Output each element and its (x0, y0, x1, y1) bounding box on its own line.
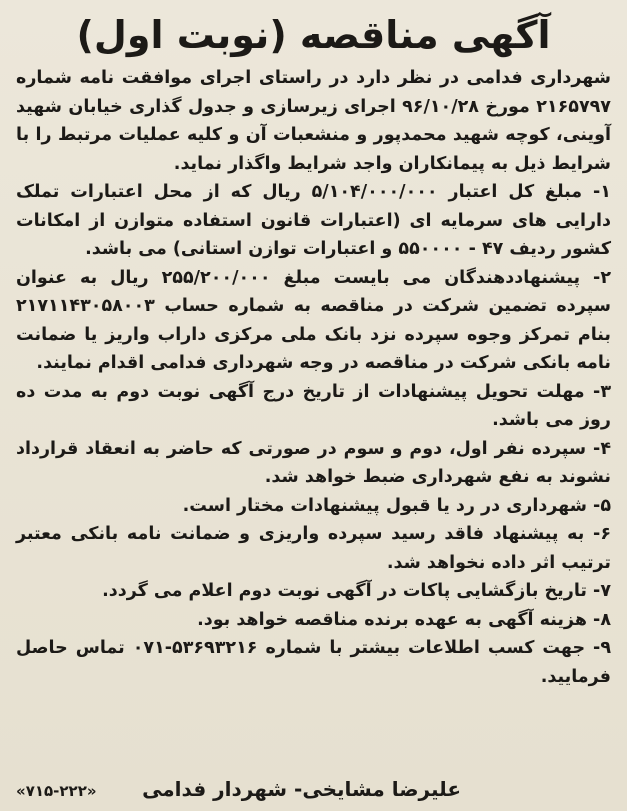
ad-code: «۷۱۵-۲۲۲» (16, 782, 97, 800)
notice-footer (16, 777, 611, 801)
notice-title: آگهی مناقصه (نوبت اول) (76, 13, 551, 57)
condition-item-2: ۲- پیشنهاددهندگان می بایست مبلغ ۲۵۵/۲۰۰/۰۰۰ ریال به عنوان سپرده تضمین شرکت در مناقصه به شماره حساب ۲۱۷۱۱۴۳۰۵۸۰۰۳ بنام تمرکز وجوه سپرده نزد بانک ملی مرکزی داراب واریز یا ضمانت نامه بانکی شرکت در مناقصه در وجه شهرداری فدامی اقدام نمایند. (16, 267, 611, 373)
condition-item-5: ۵- شهرداری در رد یا قبول پیشنهادات مختار است. (182, 495, 611, 516)
notice-intro: شهرداری فدامی در نظر دارد در راستای اجرای موافقت نامه شماره ۲۱۶۵۷۹۷ مورخ ۹۶/۱۰/۲۸ اجرای زیرسازی و جدول گذاری خیابان شهید آوینی، کوچه شهید محمدپور و منشعبات آن و کلیه عملیات مرتبط را با شرایط ذیل به پیمانکاران واجد شرایط واگذار نماید. (16, 68, 611, 174)
condition-item-1: ۱- مبلغ کل اعتبار ۵/۱۰۴/۰۰۰/۰۰۰ ریال که از محل اعتبارات تملک دارایی های سرمایه ای (اعتبارات قانون استفاده متوازن از امکانات کشور ردیف ۴۷ - ۵۵۰۰۰۰ و اعتبارات توازن استانی) می باشد. (16, 182, 611, 259)
condition-item-4: ۴- سپرده نفر اول، دوم و سوم در صورتی که حاضر به انعقاد قرارداد نشوند به نفع شهرداری ضبط خواهد شد. (16, 438, 611, 487)
mayor-signature: علیرضا مشایخی- شهردار فدامی (142, 777, 461, 801)
condition-item-7: ۷- تاریخ بازگشایی پاکات در آگهی نوبت دوم اعلام می گردد. (102, 581, 611, 601)
notice-conditions-list (16, 178, 611, 691)
condition-item-6: ۶- به پیشنهاد فاقد رسید سپرده واریزی و ضمانت نامه بانکی معتبر ترتیب اثر داده نخواهد شد. (16, 524, 611, 573)
condition-item-8: ۸- هزینه آگهی به عهده برنده مناقصه خواهد بود. (197, 609, 611, 630)
condition-item-9: ۹- جهت کسب اطلاعات بیشتر با شماره ۵۳۶۹۳۲۱۶-۰۷۱ تماس حاصل فرمایید. (16, 638, 611, 687)
condition-item-3: ۳- مهلت تحویل پیشنهادات از تاریخ درج آگهی نوبت دوم به مدت ده روز می باشد. (16, 381, 611, 430)
